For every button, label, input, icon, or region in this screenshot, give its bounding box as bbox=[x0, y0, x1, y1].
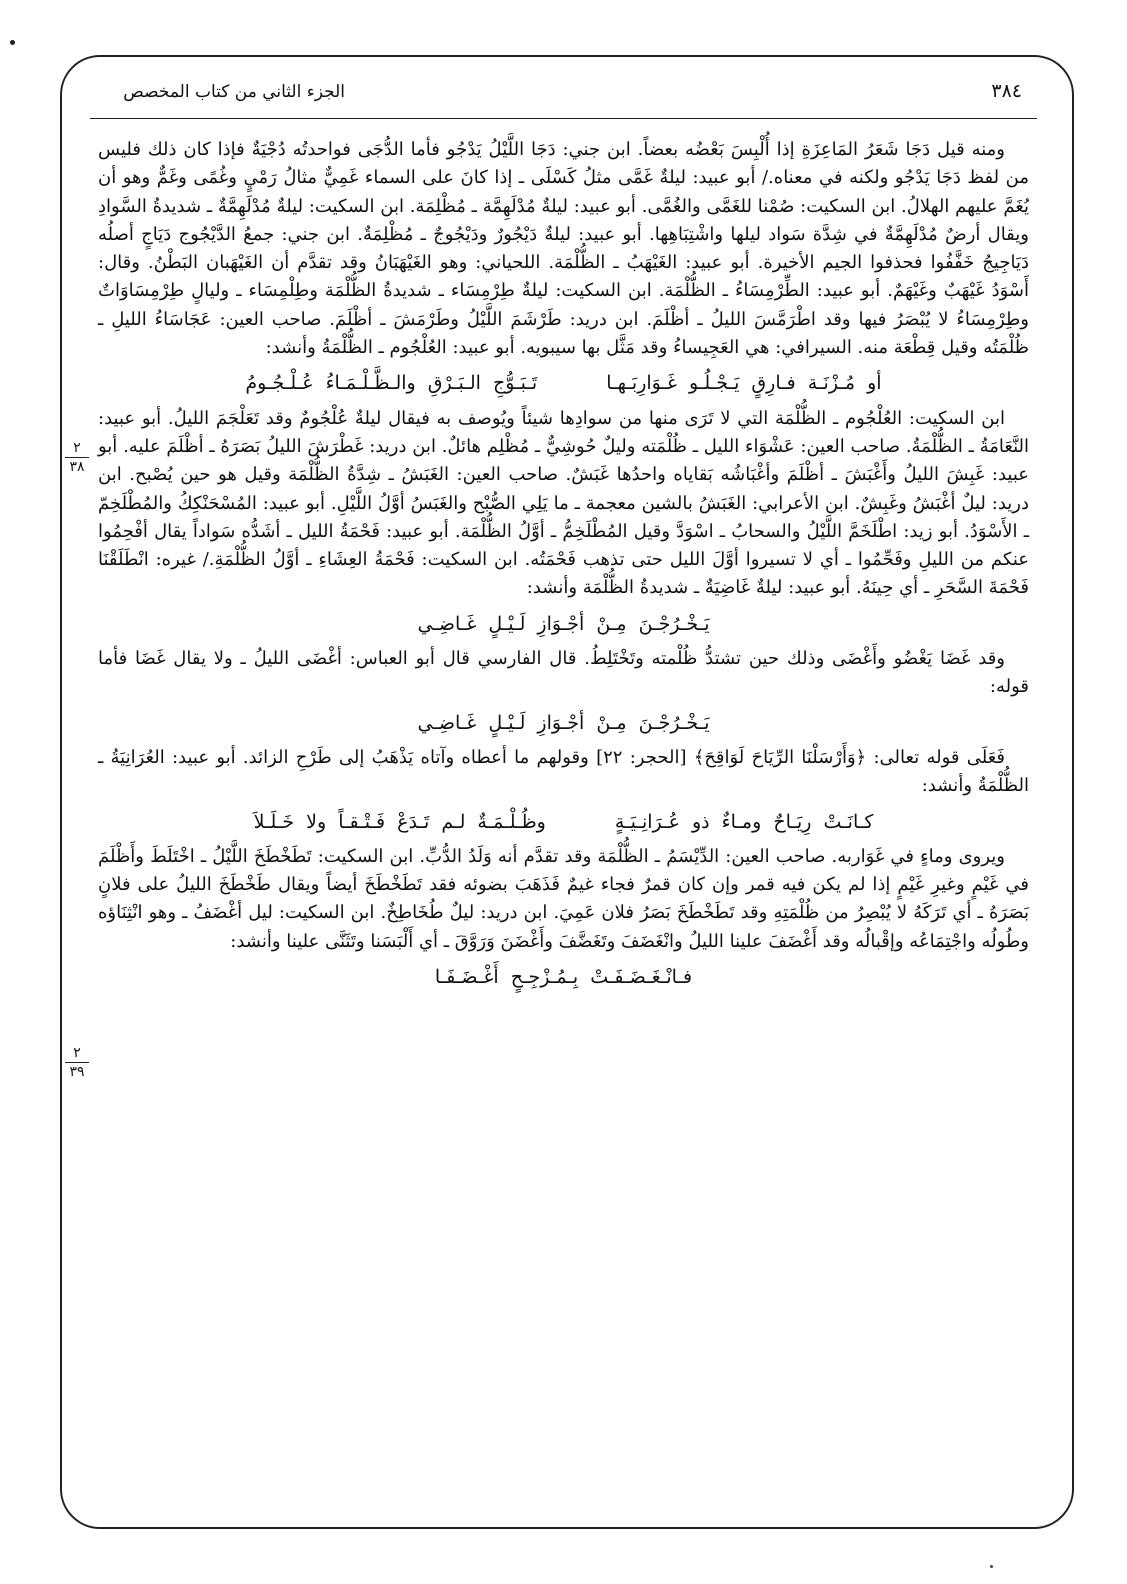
paragraph: وقد غَضَا يَغْضُو وأَغْضَى وذلك حين تشتدُّ ظُلْمته وتَخْتَلِطُ. قال الفارسي قال أبو العباس: أغْضَى الليلُ ـ ولا يقال غَضَا فأما قوله: bbox=[98, 648, 1029, 698]
verse-line bbox=[98, 808, 1029, 836]
paragraph: ابن السكيت: العُلْجُوم ـ الظُّلْمَة التي لا تَرَى منها من سوادِها شيئاً ويُوصف به فيقال ليلةٌ عُلْجُومٌ وقد تَعَلْجَمَ الليلُ. أبو عبيد: النَّعَامَةُ ـ الظُّلْمَةُ. صاحب العين: عَشْوَاء الليل ـ ظُلْمَته وليلٌ حُوشِيٌّ ـ مُظْلِم هائلٌ. ابن دريد: غَطْرَشَ الليلُ بَصَرَهُ ـ أظْلَمَ عليه. أبو عبيد: غَبِشَ الليلُ وأَغْبَشَ ـ أظْلَمَ وأغْبَاشُه بَقاياه واحدُها غَبَشٌ. صاحب العين: الغَبَشُ ـ شِدَّةُ الظُّلْمَة وقيل هو حين يُصْبح. ابن دريد: ليلٌ أغْبَشُ وغَبِشٌ. ابن الأعرابي: الغَبَشُ بالشين معجمة ـ ما يَلِي الصُّبْح والغَبَسُ أوَّلُ اللَّيْلِ. أبو عبيد: المُسْحَنْكِكُ والمُطْلَخِمّ ـ الأَسْوَدُ. أبو زيد: اطْلَخَمَّ اللَّيْلُ والسحابُ ـ اسْوَدَّ وقيل المُطْلَخِمُّ ـ أوَّلُ الظُّلْمَة. أبو عبيد: فَحْمَةُ الليل ـ أشَدُّه سَواداً يقال أفْحِمُوا عنكم من الليلِ وفَحِّمُوا ـ أي لا تسيروا أوَّلَ الليل حتى تذهب فَحْمَتُه. ابن السكيت: فَحْمَةُ العِشَاءِ ـ أوَّلُ الظُّلْمَةِ./ غيره: انْطَلَقْنَا فَحْمَةَ السَّحَرِ ـ أي حِينَهُ. أبو عبيد: ليلةٌ غَاضِيَةٌ ـ شديدةُ الظُّلْمَة وأنشد: bbox=[98, 407, 1029, 599]
stray-dot bbox=[990, 1565, 993, 1568]
paragraph: ومنه قيل دَجَا شَعَرُ المَاعِزَةِ إذا أُلْبِسَ بَعْضُه بعضاً. ابن جني: دَجَا اللَّيْلُ يَدْجُو فأما الدُّجَى فواحدتُه دُجْيَةٌ فإذا كان ذلك فليس من لفظ دَجَا يَدْجُو ولكنه في معناه./ أبو عبيد: ليلةٌ غَمَّى مثلُ كَسْلَى ـ إذا كانَ على السماء غَمِيٌّ مثالُ رَمْيٍ وغُمًى وغَمٌّ وهو أن يُغَمَّ عليهم الهلالُ. ابن السكيت: صُمْنا للغَمَّى والغُمَّى. أبو عبيد: ليلةٌ مُدْلَهِمَّة ـ مُظْلِمَة. ابن السكيت: ليلةٌ مُدْلَهِمَّةٌ ـ شديدةُ السَّوادِ ويقال أرضٌ مُدْلَهِمَّةٌ في شِدَّة سَواد ليلها واشْتِبَاهِها. أبو عبيد: ليلةٌ دَيْجُورٌ ودَيْجُوجٌ ـ مُظْلِمَةٌ. ابن جني: جمعُ الدَّيْجُوج دَيَاجٍ أصلُه دَيَاجِيجُ خَفَّفُوا فحذفوا الجيم الأخيرة. أبو عبيد: الغَيْهَبُ ـ الظُّلْمَة. اللحياني: وهو الغَيْهَبَانُ وقد تقدَّم أن الغَيْهَبان البَطْنُ. وقال: أَسْوَدُ غَيْهَبٌ وغَيْهَمٌ. أبو عبيد: الطِّرْمِسَاءُ ـ الظُّلْمَة. ابن السكيت: ليلةٌ طِرْمِسَاء ـ شديدةُ الظُّلْمَة وطِلْمِسَاء ـ وليالٍ طِرْمِسَاوَاتٌ وطِرْمِسَاءُ لا يُبْصَرُ فيها وقد اطْرَمَّسَ الليلُ ـ أظْلَمَ. ابن دريد: طَرْشَمَ اللَّيْلُ وطَرْمَشَ ـ أظْلَمَ. صاحب العين: عَجَاسَاءُ الليلِ ـ ظُلْمَتُه وقيل قِطْعَة منه. السيرافي: هي العَجِيساءُ وقد مَثَّل بها سيبويه. أبو عبيد: العُلْجُوم ـ الظُّلْمَةُ وأنشد: bbox=[98, 139, 1029, 359]
verse-hemistich-right: كـانَـتْ رِيَـاحٌ ومـاءٌ ذو عُـرَانِـيَـةٍ bbox=[614, 810, 874, 833]
verse-line: يَـخْـرُجْـنَ مِـنْ أجْـوَازِ لَـيْـلٍ غَـاضِـي bbox=[417, 612, 710, 635]
margin-note-bottom: ٣٨ bbox=[69, 459, 85, 475]
page-number: ٣٨٤ bbox=[991, 80, 1022, 102]
verse-hemistich-right: أو مُـزْنَـة فـارِقٍ يَـجْـلُـو غَـوَارِبَـهـا bbox=[606, 372, 882, 395]
margin-note-1 bbox=[62, 440, 92, 475]
verse-line: يَـخْـرُجْـنَ مِـنْ أجْـوَازِ لَـيْـلٍ غَـاضِـي bbox=[417, 711, 710, 734]
margin-note-bar bbox=[65, 1062, 89, 1063]
paragraph: ويروى وماءٍ في غَوَاربه. صاحب العين: الدِّيْسَمُ ـ الظُّلْمَة وقد تقدَّم أنه وَلَدُ الدُّبِّ. ابن السكيت: تَطَخْطَخَ اللَّيْلُ ـ اخْتَلَطَ وأَظْلَمَ في غَيْمٍ وغيرِ غَيْمٍ إذا لم يكن فيه قمر وإن كان قمرٌ فجاء غيمٌ فَذَهَبَ بضوئه فقد تَطَخْطَخَ أيضاً ويقال طَخْطَخَ الليلُ على فلانٍ بَصَرَهُ ـ أي تَرَكَهُ لا يُبْصِرُ من ظُلْمَتِهِ وقد تَطَخْطَخَ بَصَرُ فلان عَمِيَ. ابن دريد: ليلٌ طُخَاطِخٌ. ابن السكيت: ليل أغْضَفُ ـ وهو انْثِنَاؤه وطُولُه واجْتِمَاعُه وإقْبالُه وقد أَغْضَفَ علينا الليلُ وانْغَضَفَ وتَغَضَّفَ وأَغْضَنَ وَرَوَّقَ ـ أي أَلْبَسَنا وتَثَنَّى علينا وأنشد: bbox=[98, 845, 1029, 952]
margin-note-bar bbox=[65, 457, 89, 458]
stray-dot bbox=[10, 40, 15, 45]
main-text bbox=[98, 136, 1029, 1488]
verse-hemistich-left: تَـبَـوُّجِ الـبَـرْقِ والـظَّـلْـمَـاءُ عُـلْـجُـومُ bbox=[245, 372, 538, 395]
verse-hemistich-left: وظُـلْـمَـةٌ لـم تَـدَعْ فَـتْـقـاً ولا خَـلَـلاَ bbox=[253, 810, 546, 833]
verse-line bbox=[98, 369, 1029, 397]
verse-line: فـانْـغَـضَـفَـتْ بِـمُـزْجِـحٍ أَغْـضَـفَـا bbox=[434, 966, 693, 989]
margin-note-top: ٢ bbox=[73, 440, 81, 456]
margin-note-2 bbox=[62, 1045, 92, 1080]
header-rule bbox=[90, 118, 1037, 119]
margin-note-top: ٢ bbox=[73, 1045, 81, 1061]
margin-note-bottom: ٣٩ bbox=[69, 1064, 85, 1080]
running-title: الجزء الثاني من كتاب المخصص bbox=[123, 82, 345, 102]
paragraph: فَعَلَى قوله تعالى: ﴿وَأَرْسَلْنَا الرِّيَاحَ لَوَاقِحَ﴾ [الحجر: ٢٢] وقولهم ما أعطاه وآتاه يَذْهَبُ إلى طَرْحِ الزائد. أبو عبيد: العُرَانِيَةُ ـ الظُّلْمَةُ وأنشد: bbox=[98, 746, 1029, 797]
